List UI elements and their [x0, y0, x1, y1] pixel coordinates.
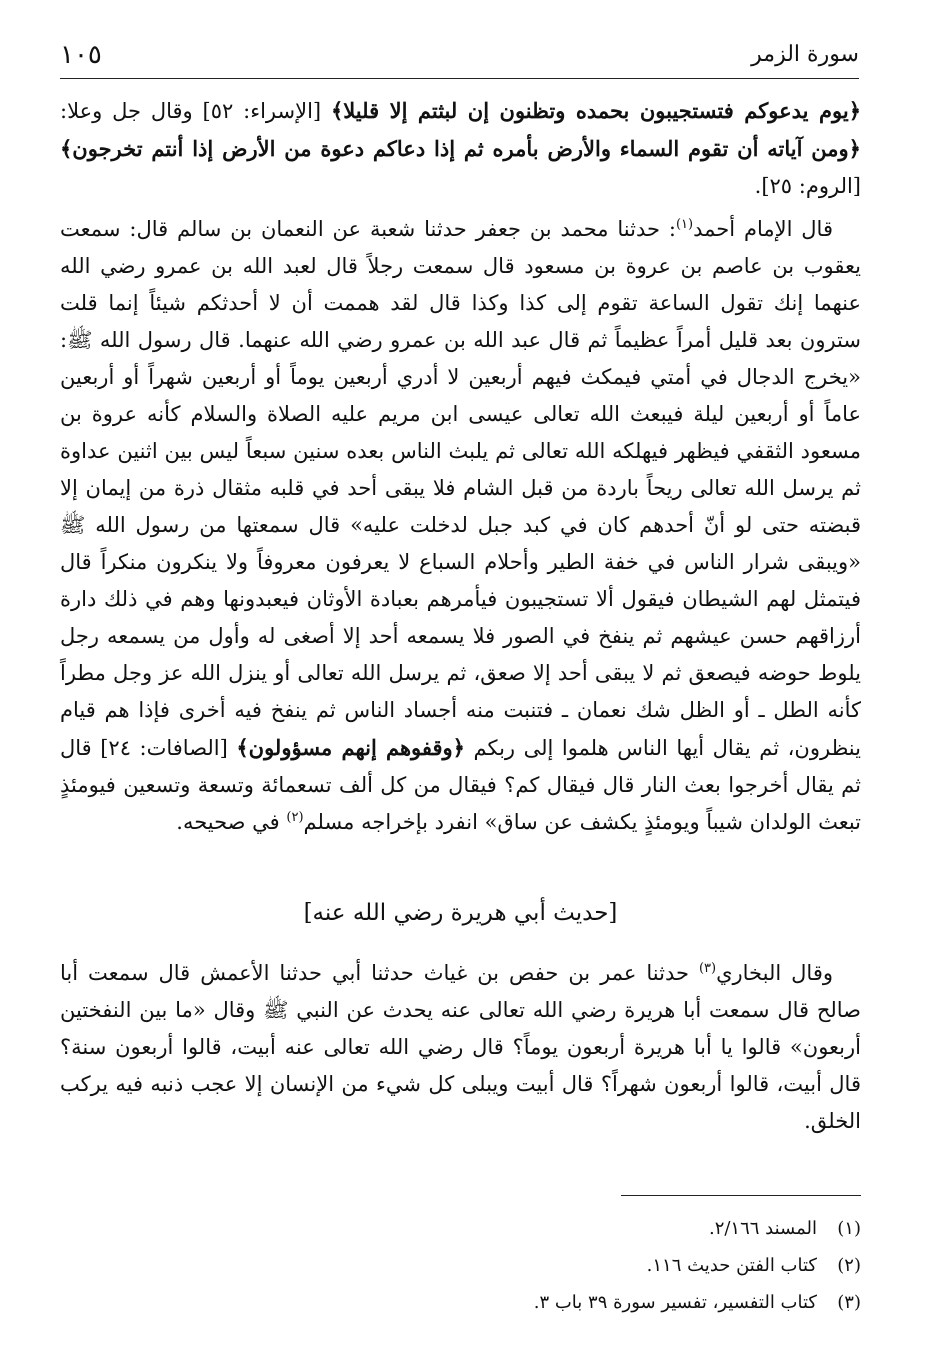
section-heading: [حديث أبي هريرة رضي الله عنه] [303, 900, 618, 926]
paragraph-text: [الصافات: ٢٤] قال ثم يقال أخرجوا بعث النار قال فيقال كم؟ فيقال من كل ألف تسعمائة وتسعة وتسعين فيومئذٍ تبعث الولدان شيباً ويومئذٍ يكشف عن ساق» انفرد بإخراجه مسلم [60, 736, 861, 834]
footnote-number: (٣) [837, 1292, 861, 1313]
footnote-item [60, 1210, 861, 1247]
footnote-item [60, 1284, 861, 1321]
page-body [60, 92, 861, 1140]
paragraph-bukhari-hadith [60, 955, 861, 1140]
footnote-reference[interactable]: (٢) [286, 810, 304, 825]
footnote-divider [621, 1195, 861, 1196]
quran-verse: ﴿يوم يدعوكم فتستجيبون بحمده وتظنون إن لبثتم إلا قليلا﴾ [330, 98, 861, 123]
quran-verse: ﴿ومن آياته أن تقوم السماء والأرض بأمره ثم إذا دعاكم دعوة من الأرض إذا أنتم تخرجون﴾ [60, 136, 861, 161]
page-number: ١٠٥ [60, 40, 102, 70]
footnote-reference[interactable]: (١) [675, 217, 694, 232]
paragraph-quran-citations [60, 92, 861, 205]
footnotes [60, 1210, 861, 1321]
footnote-item [60, 1247, 861, 1284]
citation-text: [الإسراء: ٥٢] وقال جل وعلا: [60, 99, 331, 123]
paragraph-ahmad-hadith [60, 211, 861, 841]
paragraph-text: قال الإمام أحمد [693, 217, 833, 241]
paragraph-text: حدثنا عمر بن حفص بن غياث حدثنا أبي حدثنا الأعمش قال سمعت أبا صالح قال سمعت أبا هريرة رضي الله تعالى عنه يحدث عن النبي ﷺ وقال «ما بين النفختين أربعون» قالوا يا أبا هريرة أربعون يوماً؟ قال رضي الله تعالى عنه أبيت، قالوا أربعون سنة؟ قال أبيت، قالوا أربعون شهراً؟ قال أبيت ويبلى كل شيء من الإنسان إلا عجب ذنبه فيه يركب الخلق. [60, 961, 861, 1133]
paragraph-text: : حدثنا محمد بن جعفر حدثنا شعبة عن النعمان بن سالم قال: سمعت يعقوب بن عاصم بن عروة بن مسعود قال سمعت رجلاً قال لعبد الله بن عمرو رضي الله عنهما إنك تقول الساعة تقوم إلى كذا وكذا قال لقد هممت أن لا أحدثكم شيئاً إنما قلت سترون بعد قليل أمراً عظيماً ثم قال عبد الله بن عمرو رضي الله عنهما. قال رسول الله ﷺ: «يخرج الدجال في أمتي فيمكث فيهم أربعين لا أدري أربعين يوماً أو أربعين شهراً أو أربعين عاماً أو أربعين ليلة فيبعث الله تعالى عيسى ابن مريم عليه الصلاة والسلام كأنه عروة بن مسعود الثقفي فيظهر فيهلكه الله تعالى ثم يلبث الناس بعده سنين سبعاً ليس بين اثنين عداوة ثم يرسل الله تعالى ريحاً باردة من قبل الشام فلا يبقى أحد في قلبه مثقال ذرة من إيمان إلا قبضته حتى لو أنّ أحدهم كان في كبد جبل لدخلت عليه» قال سمعتها من رسول الله ﷺ «ويبقى شرار الناس في خفة الطير وأحلام السباع لا يعرفون معروفاً ولا ينكرون منكراً قال فيتمثل لهم الشيطان فيقول ألا تستجيبون فيأمرهم بعبادة الأوثان فيعبدونها وهم في ذلك دارة أرزاقهم حسن عيشهم ثم ينفخ في الصور فلا يسمعه أحد إلا أصغى له وأول من يسمعه رجل يلوط حوضه فيصعق ثم لا يبقى أحد إلا صعق، ثم يرسل الله تعالى أو ينزل الله عز وجل مطراً كأنه الطل ـ أو الظل شك نعمان ـ فتنبت منه أجساد الناس ثم ينفخ فيه أخرى فإذا هم قيام ينظرون، ثم يقال أيها الناس هلموا إلى ربكم [60, 217, 861, 760]
footnote-reference[interactable]: (٣) [698, 961, 717, 976]
paragraph-text: في صحيحه. [176, 810, 287, 834]
citation-text: [الروم: ٢٥]. [754, 174, 861, 198]
chapter-title: سورة الزمر [751, 42, 859, 67]
page-header [60, 38, 859, 79]
quran-verse: ﴿وقفوهم إنهم مسؤولون﴾ [236, 735, 465, 760]
footnote-number: (٢) [837, 1255, 861, 1276]
footnote-text: كتاب الفتن حديث ١١٦. [646, 1255, 817, 1276]
footnote-text: كتاب التفسير، تفسير سورة ٣٩ باب ٣. [533, 1292, 817, 1313]
footnote-text: المسند ٢/١٦٦. [708, 1218, 817, 1239]
footnote-number: (١) [837, 1218, 861, 1239]
paragraph-text: وقال البخاري [716, 961, 833, 985]
